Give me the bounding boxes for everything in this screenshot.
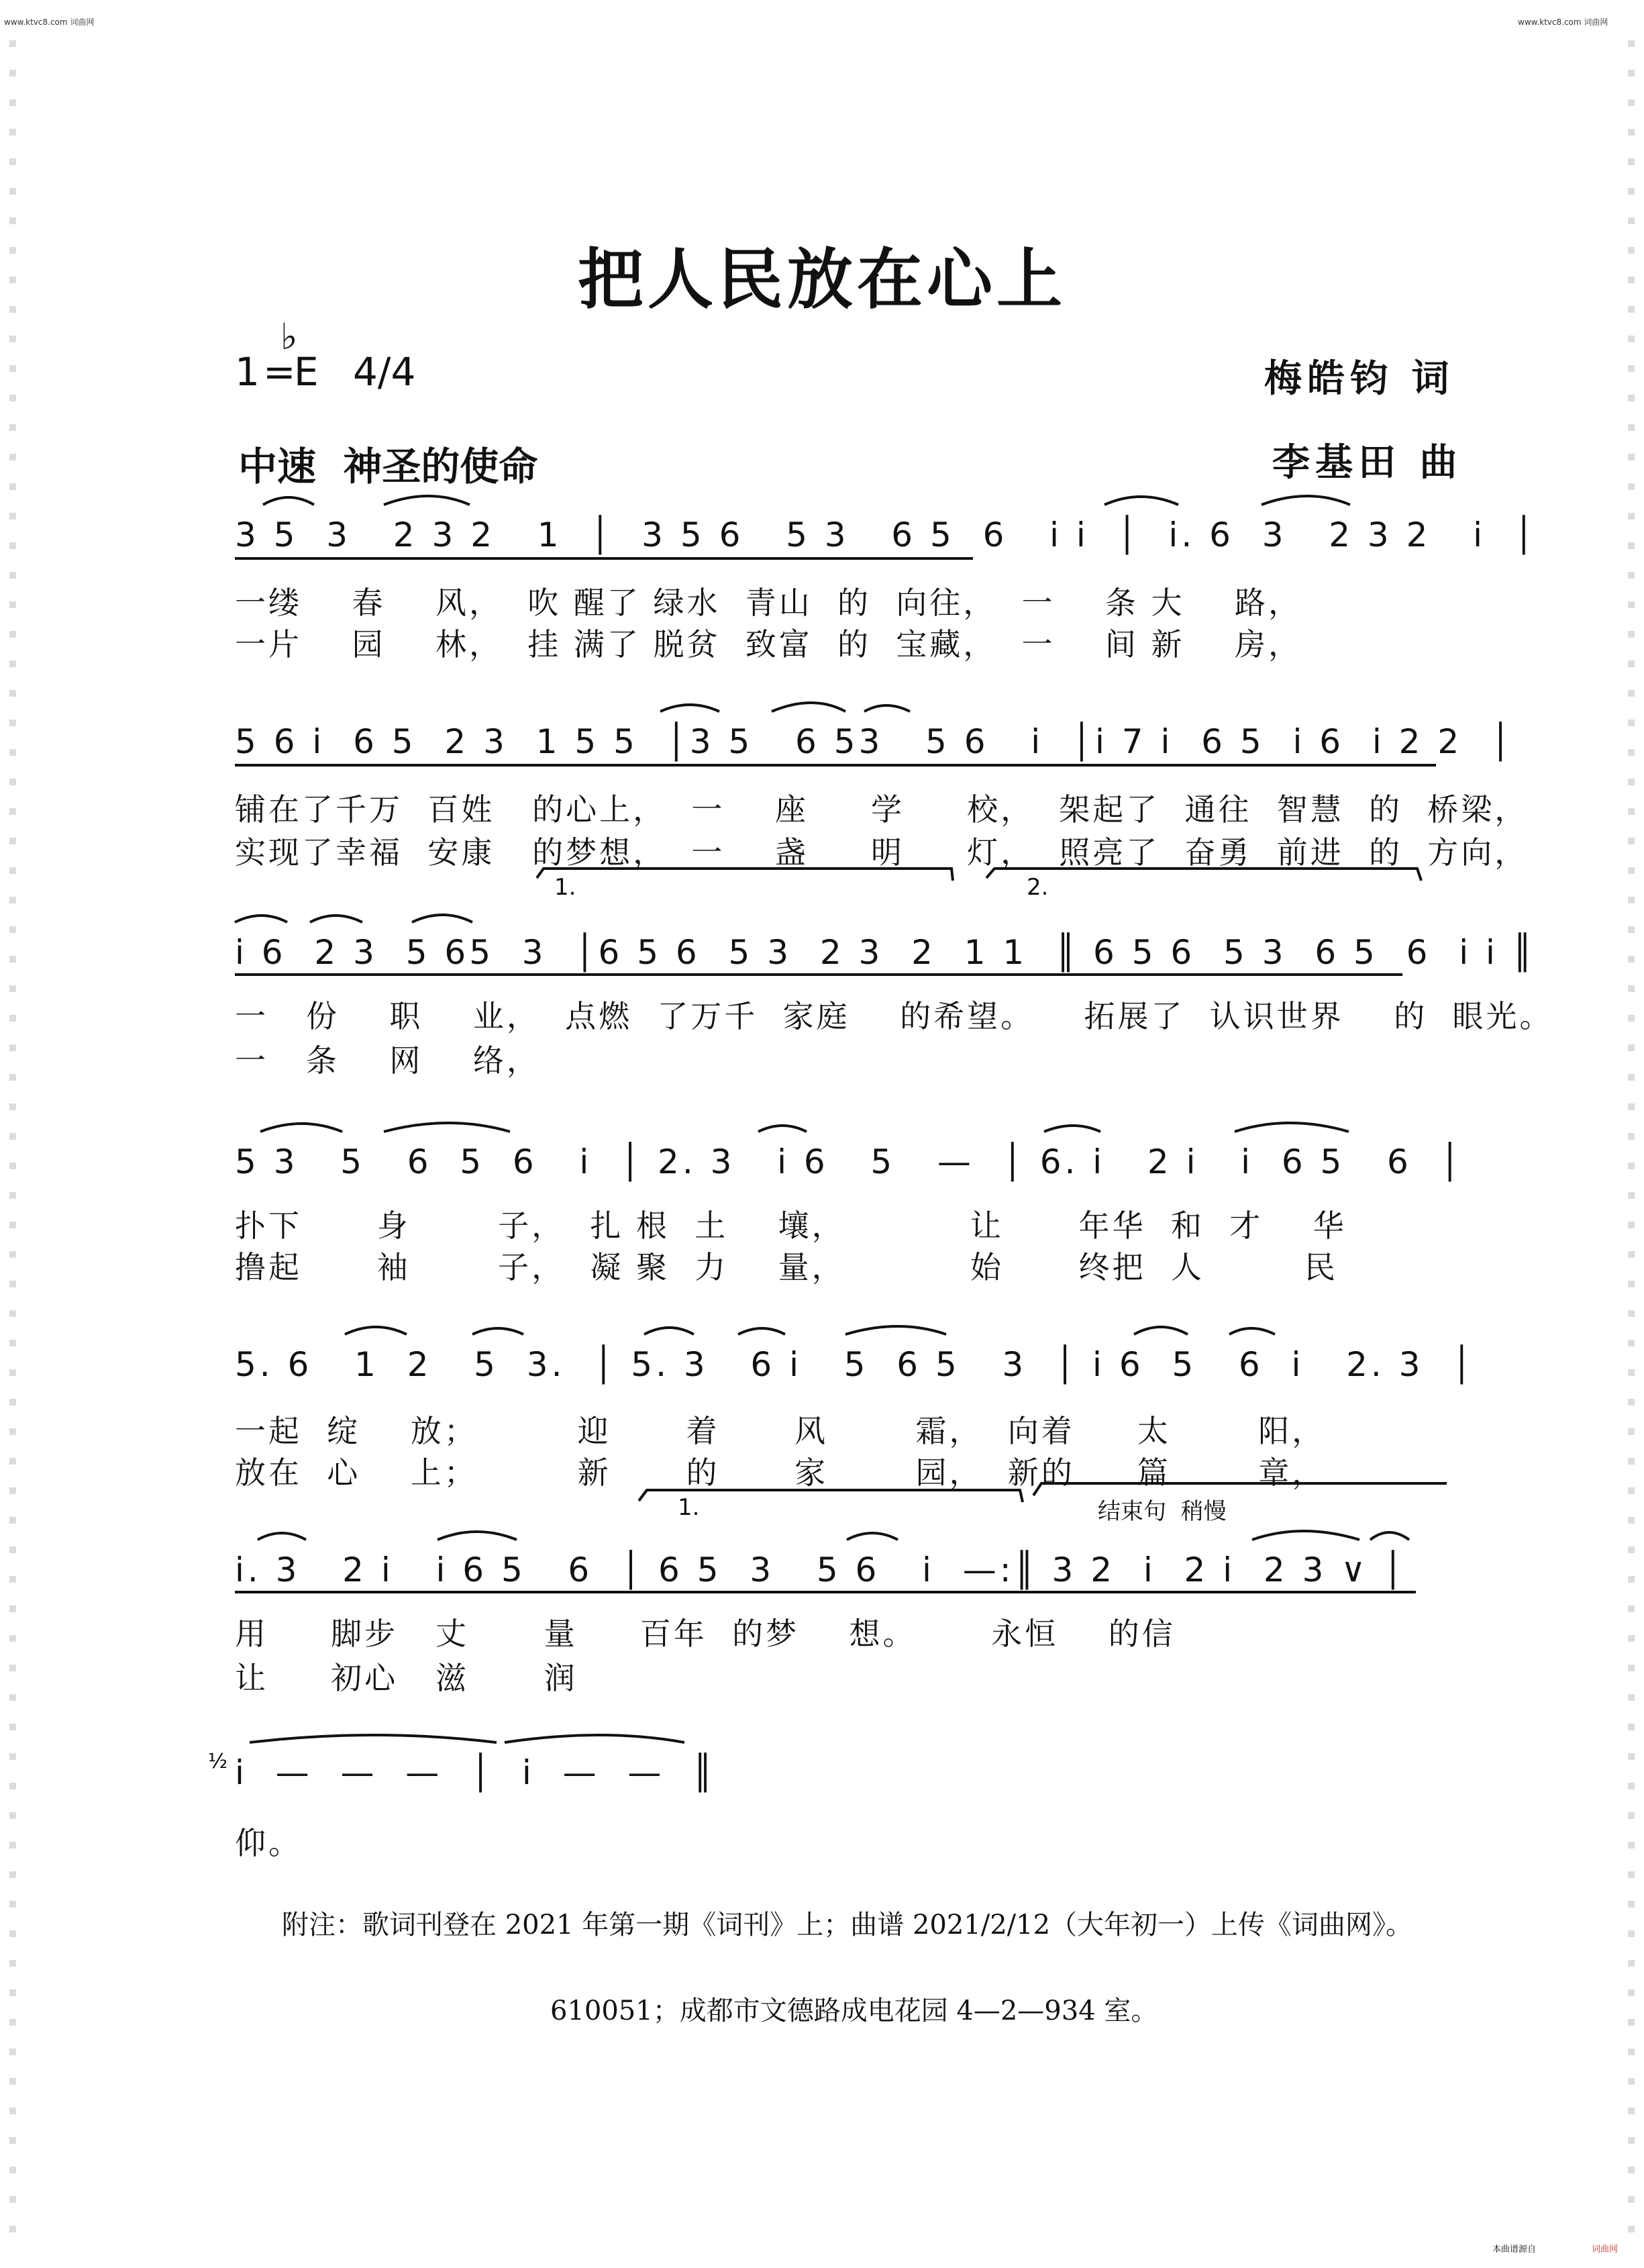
slur-mark <box>1229 1328 1275 1334</box>
tie-arc <box>250 1735 497 1742</box>
flat-sign: ♭ <box>280 315 298 358</box>
notes-line-4: 5 3 5 6 5 6 i │ 2. 3 i 6 5 — │ 6. i 2 i i 6 5 6 │ <box>235 1142 1463 1181</box>
slur-mark <box>412 915 472 922</box>
lyrics-line-2b: 实现了幸福 安康 的梦想， 一 盏 明 灯， 照亮了 奋勇 前进 的 方向， <box>235 834 1529 871</box>
key-equals: = <box>263 349 296 395</box>
song-title: 把人民放在心上 <box>577 241 1066 318</box>
lyrics-line-2a: 铺在了千万 百姓 的心上， 一 座 学 校， 架起了 通往 智慧 的 桥梁， <box>235 791 1529 828</box>
slur-mark <box>738 1328 785 1334</box>
footer-source-label: 本曲谱源自 <box>1492 2245 1537 2255</box>
ending-bracket <box>1033 1483 1447 1495</box>
footer-site-badge[interactable]: 词曲网 <box>1592 2245 1619 2255</box>
lyrics-line-1b: 一片 园 林， 挂 满了 脱贫 致富 的 宝藏， 一 间 新 房， <box>235 626 1302 662</box>
slur-mark <box>1235 1123 1349 1132</box>
lyrics-line-6a: 用 脚步 丈 量 百年 的梦 想。 永恒 的信 <box>235 1616 1176 1652</box>
lyricist-credit: 梅皓钧 词 <box>1264 357 1455 401</box>
repeat-marker-12: ½ <box>208 1750 228 1773</box>
slur-mark <box>1044 1126 1100 1132</box>
notes-line-3: i 6 2 3 5 65 3 │6 5 6 5 3 2 3 2 1 1 ║ 6 5 6 5 3 6 5 6 i i ║ <box>235 933 1536 972</box>
lyrics-line-5b: 放在 心 上； 新 的 家 园， 新的 篇 章， <box>235 1455 1326 1491</box>
contact-address: 610051；成都市文德路成电花园 4—2—934 室。 <box>550 1995 1158 2026</box>
slur-mark <box>438 1532 517 1540</box>
key-letter: E <box>294 349 319 395</box>
slur-mark <box>845 1326 946 1334</box>
lyrics-line-4a: 扑下 身 子， 扎 根 土 壤， 让 年华 和 才 华 <box>235 1207 1347 1244</box>
lyrics-line-6b: 让 初心 滋 润 <box>235 1660 578 1696</box>
lyrics-line-3b: 一 条 网 络， <box>235 1042 540 1079</box>
notes-line-1: 3 5 3 2 3 2 1 │ 3 5 6 5 3 6 5 6 i i │ i. 6 3 2 3 2 i │ <box>235 515 1537 554</box>
notes-line-7: i — — — │ i — — ║ <box>235 1753 717 1792</box>
notes-line-5: 5. 6 1 2 5 3. │ 5. 3 6 i 5 6 5 3 │ i 6 5 6 i 2. 3 │ <box>235 1345 1476 1384</box>
composer-credit: 李基田 曲 <box>1272 441 1463 485</box>
watermark-left[interactable]: www.ktvc8.com 词曲网 <box>4 17 95 27</box>
slur-mark <box>472 1328 523 1334</box>
notes-line-6: i. 3 2 i i 6 5 6 │ 6 5 3 5 6 i —:║ 3 2 i 2 i 2 3 ∨ │ <box>235 1550 1406 1589</box>
volta-2-bracket <box>986 869 1421 881</box>
volta-1-bracket <box>537 869 953 881</box>
slur-mark <box>758 1126 807 1132</box>
slur-mark <box>345 1327 407 1334</box>
lyrics-line-4b: 撸起 袖 子， 凝 聚 力 量， 始 终把 人 民 <box>235 1249 1338 1285</box>
notes-line-2: 5 6 i 6 5 2 3 1 5 5 │3 5 6 53 5 6 i │i 7 i 6 5 i 6 i 2 2 │ <box>235 722 1514 761</box>
tempo-marking: 中速 神圣的使命 <box>238 444 538 489</box>
time-signature: 4/4 <box>353 349 416 395</box>
slur-mark <box>384 1123 510 1132</box>
slur-mark <box>847 1533 898 1540</box>
tie-arc <box>505 1735 684 1742</box>
volta-2-label: 2. <box>1027 874 1049 901</box>
slur-mark <box>864 705 910 711</box>
slur-mark <box>384 496 470 505</box>
ending-phrase-label: 结束句 稍慢 <box>1098 1498 1227 1525</box>
key-do: 1 <box>235 349 260 395</box>
lyrics-line-1a: 一缕 春 风， 吹 醒了 绿水 青山 的 向往， 一 条 大 路， <box>235 585 1302 621</box>
publication-note: 附注：歌词刊登在 2021 年第一期《词刊》上；曲谱 2021/2/12（大年初一）上传《词曲网》。 <box>282 1910 1413 1940</box>
lyrics-line-5a: 一起 绽 放； 迎 着 风 霜， 向着 太 阳， <box>235 1413 1326 1449</box>
slur-mark <box>258 1533 306 1540</box>
slur-mark <box>1134 1327 1188 1334</box>
lyrics-line-3a: 一 份 职 业， 点燃 了万千 家庭 的希望。 拓展了 认识世界 的 眼光。 <box>235 998 1553 1034</box>
slur-mark <box>263 497 314 505</box>
slur-mark <box>1370 1532 1409 1540</box>
volta-1b-label: 1. <box>678 1494 700 1521</box>
slur-mark <box>235 916 287 922</box>
slur-mark <box>1104 497 1178 505</box>
slur-mark <box>260 1124 342 1132</box>
watermark-right[interactable]: www.ktvc8.com 词曲网 <box>1518 17 1608 27</box>
slur-mark <box>310 916 362 922</box>
slur-mark <box>660 705 719 711</box>
slur-mark <box>772 703 845 711</box>
volta-1b-bracket <box>639 1490 1023 1502</box>
lyrics-line-7a: 仰。 <box>235 1825 302 1861</box>
slur-mark <box>1252 1531 1359 1540</box>
slur-mark <box>644 1328 694 1334</box>
volta-1-label: 1. <box>554 874 576 901</box>
slur-mark <box>1262 496 1350 505</box>
